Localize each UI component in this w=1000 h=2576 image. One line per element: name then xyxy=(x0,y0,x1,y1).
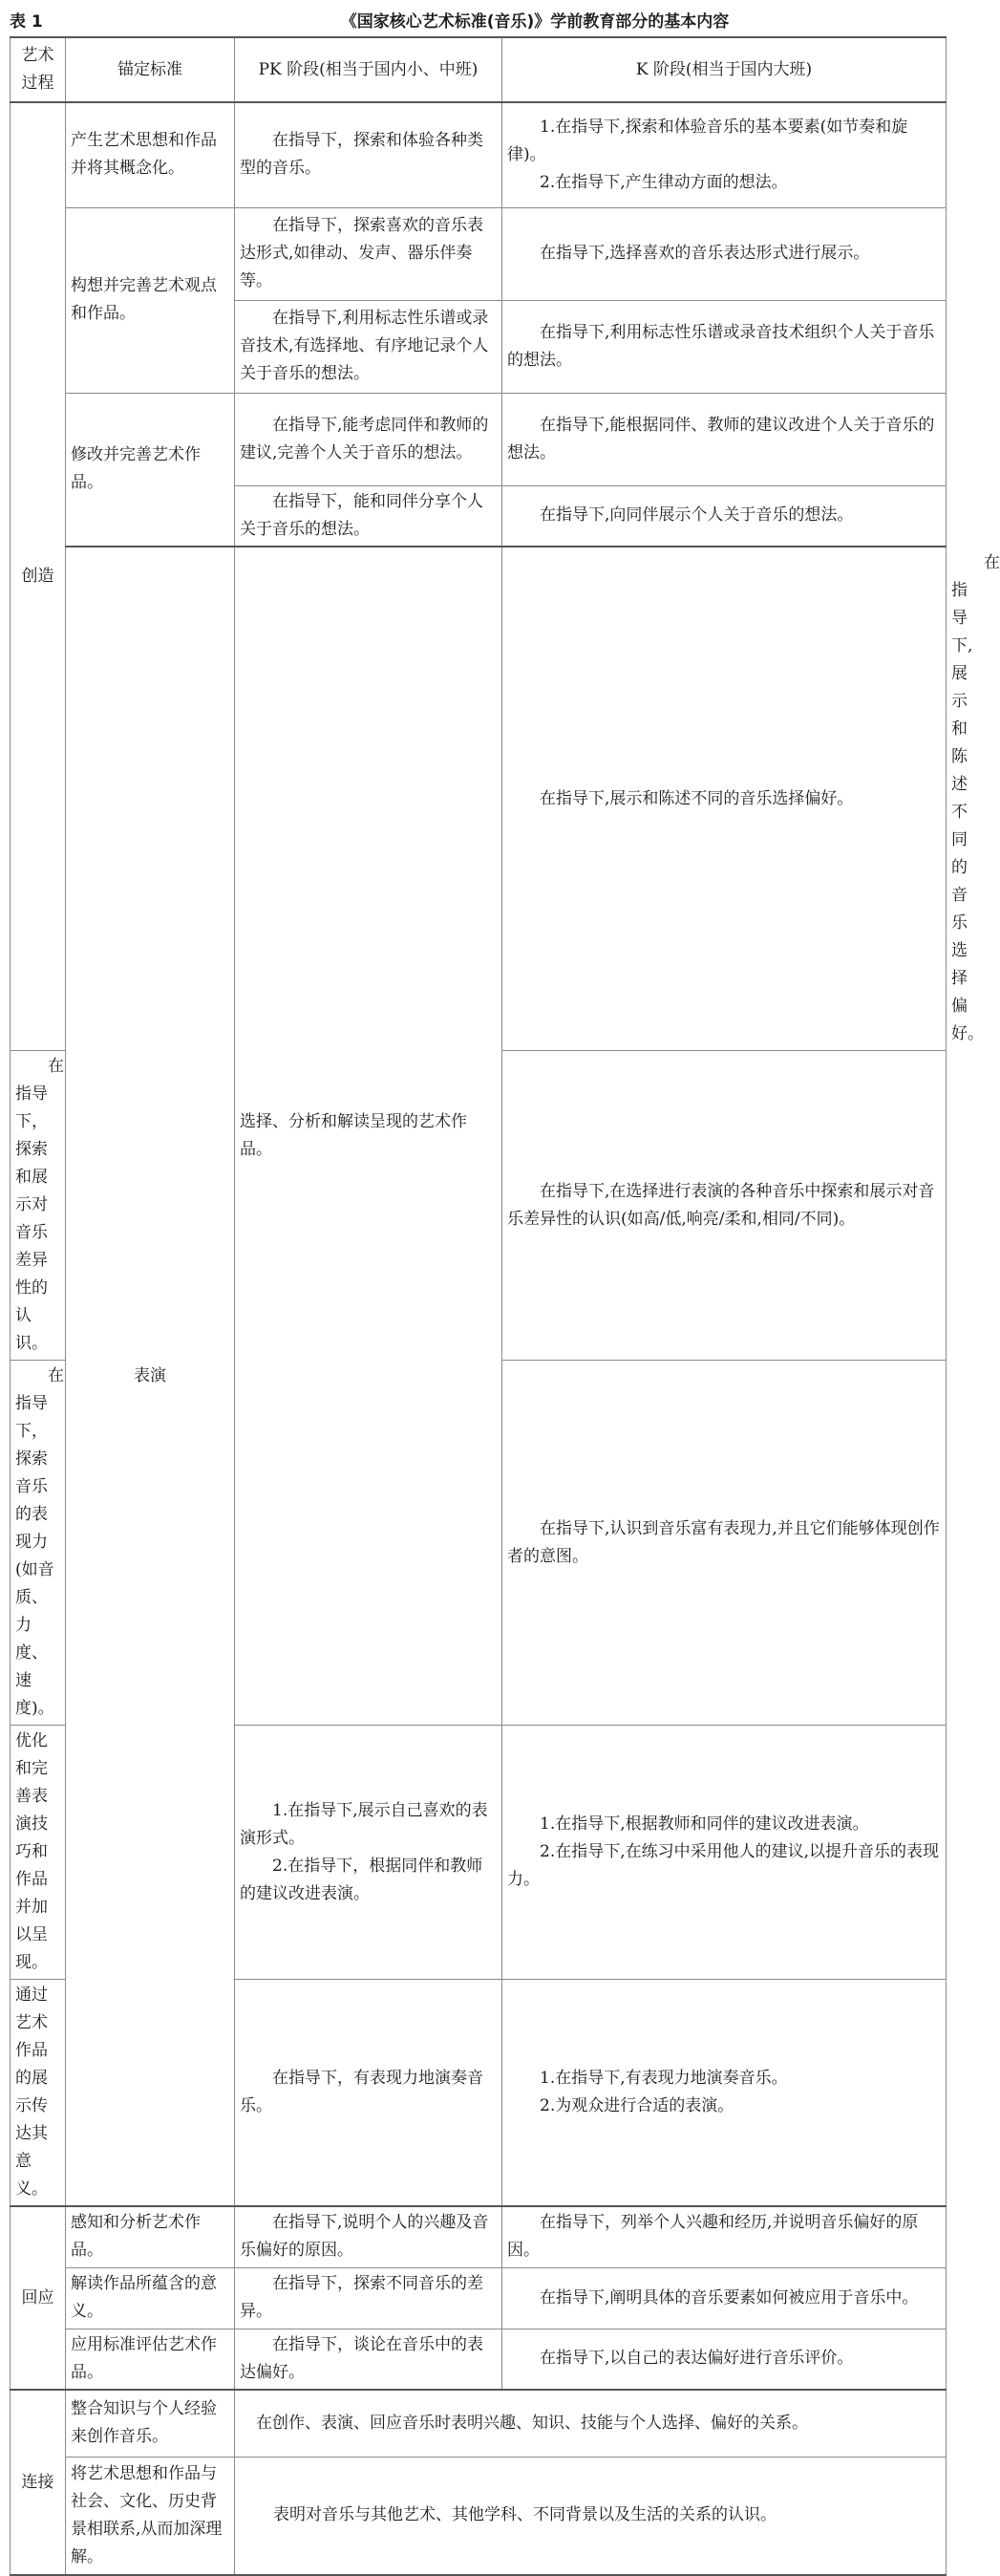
table-row xyxy=(11,393,947,485)
pk-cell: 1.在指导下,展示自己喜欢的表演形式。 2.在指导下，根据同伴和教师的建议改进表演。 xyxy=(235,1726,502,1980)
anchor-cell: 修改并完善艺术作品。 xyxy=(66,393,235,547)
anchor-cell: 整合知识与个人经验来创作音乐。 xyxy=(66,2390,235,2457)
pk-cell: 在指导下，有表现力地演奏音乐。 xyxy=(235,1980,502,2207)
anchor-cell: 优化和完善表演技巧和作品并加以呈现。 xyxy=(11,1726,66,1980)
anchor-cell: 应用标准评估艺术作品。 xyxy=(66,2329,235,2390)
process-respond: 回应 xyxy=(11,2206,66,2390)
table-row: 表演 选择、分析和解读呈现的艺术作品。 在指导下,展示和陈述不同的音乐选择偏好。 在指导下,展示和陈述不同的音乐选择偏好。 xyxy=(11,547,947,1051)
process-perform: 表演 xyxy=(66,547,235,2206)
pk-cell: 在指导下,能考虑同伴和教师的建议,完善个人关于音乐的想法。 xyxy=(235,393,502,485)
process-connect: 连接 xyxy=(11,2390,66,2575)
table-row xyxy=(11,2206,947,2267)
pk-cell: 在指导下，探索音乐的表现力(如音质、力度、速度)。 xyxy=(11,1361,66,1726)
table-row xyxy=(11,2329,947,2390)
anchor-cell: 通过艺术作品的展示传达其意义。 xyxy=(11,1980,66,2207)
table-row xyxy=(11,102,947,207)
process-create: 创造 xyxy=(11,102,66,1051)
pk-cell: 在指导下,说明个人的兴趣及音乐偏好的原因。 xyxy=(235,2206,502,2267)
anchor-cell: 将艺术思想和作品与社会、文化、历史背景相联系,从而加深理解。 xyxy=(66,2457,235,2575)
k-cell: 在指导下,认识到音乐富有表现力,并且它们能够体现创作者的意图。 xyxy=(502,1361,947,1726)
header-pk: PK 阶段(相当于国内小、中班) xyxy=(235,37,502,102)
header-k: K 阶段(相当于国内大班) xyxy=(502,37,947,102)
pk-cell: 在指导下,展示和陈述不同的音乐选择偏好。 xyxy=(502,547,947,1051)
header-row xyxy=(11,37,947,102)
table-row xyxy=(11,207,947,300)
pk-cell: 在指导下,利用标志性乐谱或录音技术,有选择地、有序地记录个人关于音乐的想法。 xyxy=(235,300,502,393)
table-row xyxy=(11,2390,947,2457)
k-cell: 1.在指导下,根据教师和同伴的建议改进表演。 2.在指导下,在练习中采用他人的建议,以提升音乐的表现力。 xyxy=(502,1726,947,1980)
table-caption xyxy=(0,0,955,34)
table-number: 表 1 xyxy=(10,12,43,32)
table-title: 《国家核心艺术标准(音乐)》学前教育部分的基本内容 xyxy=(340,12,730,32)
table-row xyxy=(11,2267,947,2329)
k-cell: 在指导下,能根据同伴、教师的建议改进个人关于音乐的想法。 xyxy=(502,393,947,485)
header-process: 艺术过程 xyxy=(11,37,66,102)
anchor-cell: 选择、分析和解读呈现的艺术作品。 xyxy=(235,547,502,1726)
k-cell: 在指导下，列举个人兴趣和经历,并说明音乐偏好的原因。 xyxy=(502,2206,947,2267)
k-cell: 在指导下,选择喜欢的音乐表达形式进行展示。 xyxy=(502,207,947,300)
pk-cell: 在指导下，谈论在音乐中的表达偏好。 xyxy=(235,2329,502,2390)
anchor-cell: 解读作品所蕴含的意义。 xyxy=(66,2267,235,2329)
merged-cell: 在创作、表演、回应音乐时表明兴趣、知识、技能与个人选择、偏好的关系。 xyxy=(235,2390,947,2457)
pk-cell: 在指导下，探索和展示对音乐差异性的认识。 xyxy=(11,1051,66,1361)
pk-cell: 在指导下，探索不同音乐的差异。 xyxy=(235,2267,502,2329)
k-cell: 在指导下,阐明具体的音乐要素如何被应用于音乐中。 xyxy=(502,2267,947,2329)
k-cell: 在指导下,利用标志性乐谱或录音技术组织个人关于音乐的想法。 xyxy=(502,300,947,393)
k-cell: 在指导下,以自己的表达偏好进行音乐评价。 xyxy=(502,2329,947,2390)
k-cell: 在指导下,向同伴展示个人关于音乐的想法。 xyxy=(502,485,947,547)
pk-cell: 在指导下，探索和体验各种类型的音乐。 xyxy=(235,102,502,207)
standards-table xyxy=(10,36,1000,2576)
pk-cell: 在指导下，探索喜欢的音乐表达形式,如律动、发声、器乐伴奏等。 xyxy=(235,207,502,300)
merged-cell: 表明对音乐与其他艺术、其他学科、不同背景以及生活的关系的认识。 xyxy=(235,2457,947,2575)
pk-cell: 在指导下，能和同伴分享个人关于音乐的想法。 xyxy=(235,485,502,547)
table-row xyxy=(11,2457,947,2575)
header-anchor: 锚定标准 xyxy=(66,37,235,102)
k-cell: 1.在指导下,探索和体验音乐的基本要素(如节奏和旋律)。 2.在指导下,产生律动方面的想法。 xyxy=(502,102,947,207)
k-cell: 在指导下,在选择进行表演的各种音乐中探索和展示对音乐差异性的认识(如高/低,响亮/柔和,相同/不同)。 xyxy=(502,1051,947,1361)
anchor-cell: 产生艺术思想和作品并将其概念化。 xyxy=(66,102,235,207)
anchor-cell: 构想并完善艺术观点和作品。 xyxy=(66,207,235,393)
anchor-cell: 感知和分析艺术作品。 xyxy=(66,2206,235,2267)
k-cell: 1.在指导下,有表现力地演奏音乐。 2.为观众进行合适的表演。 xyxy=(502,1980,947,2207)
